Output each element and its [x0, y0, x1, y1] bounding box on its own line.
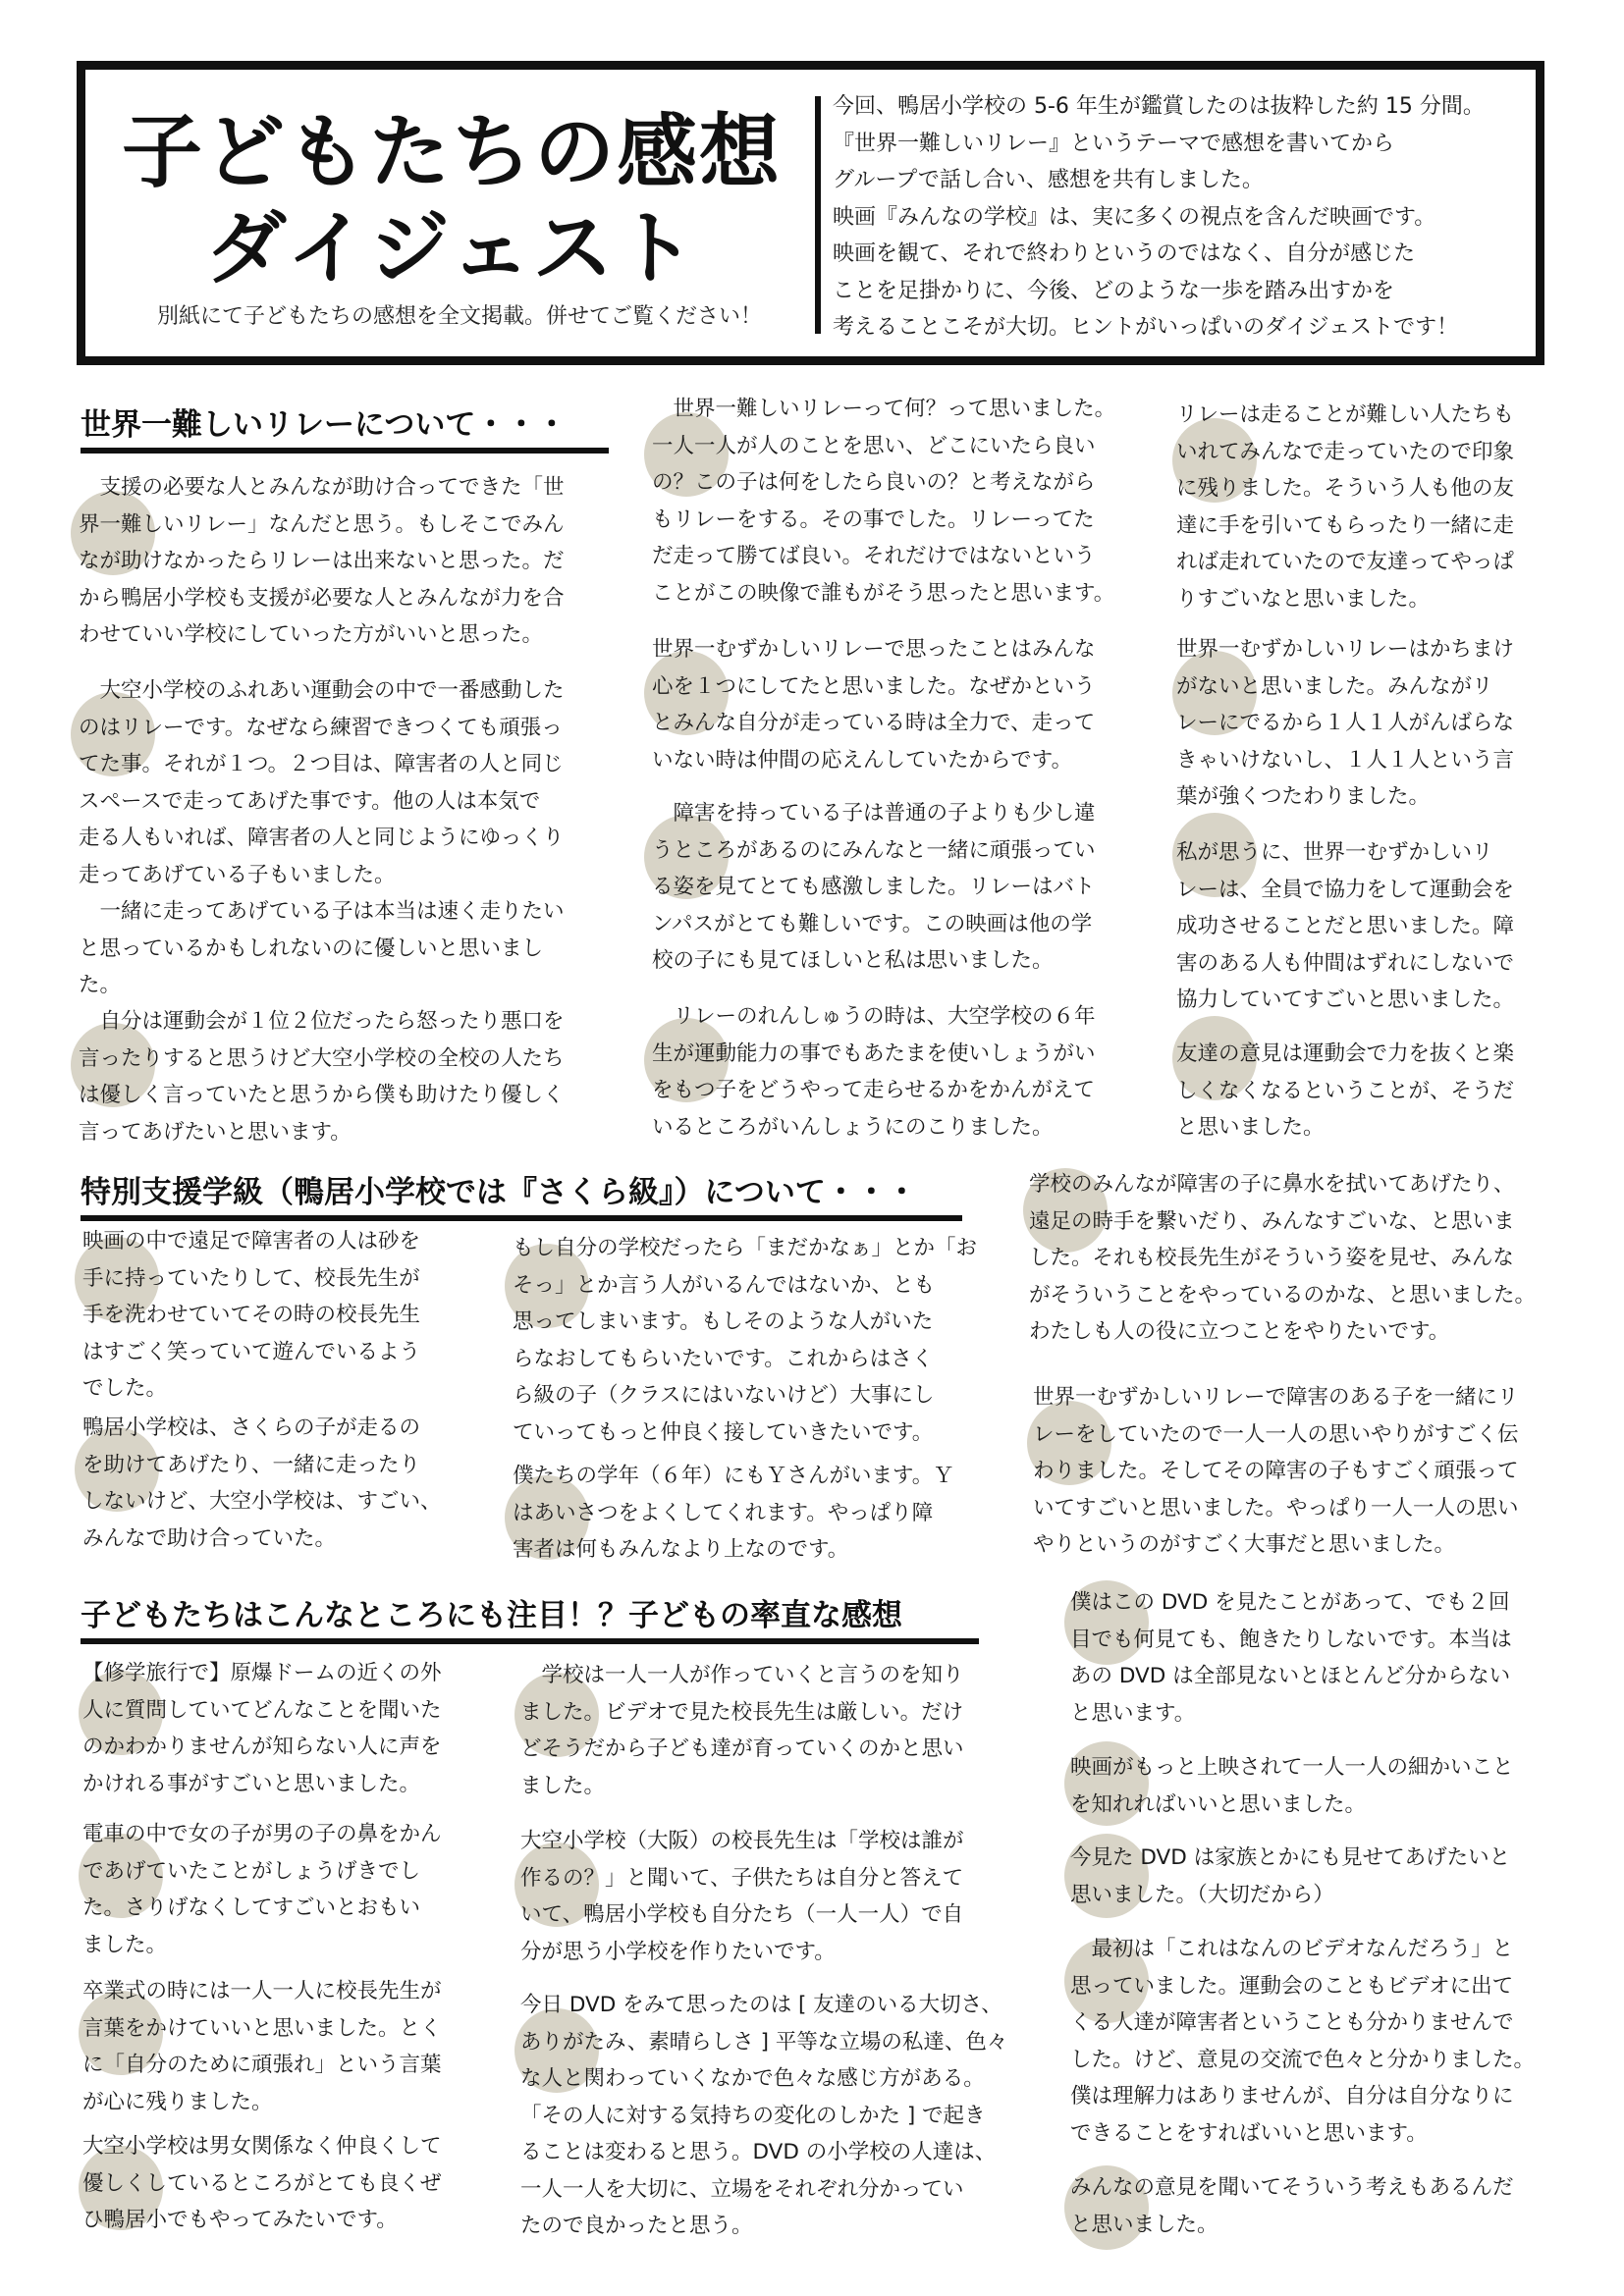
section-heading-sakura: 特別支援学級（鴨居小学校では『さくら級』）について・・・ — [81, 1170, 962, 1221]
comment-text: 支援の必要な人とみんなが助け合ってできた「世 界一難しいリレー」なんだと思う。もしそこでみん なが助けなかったらリレーは出来ないと思った。だ から鴨居小学校も支援が必要な人とみんなが力を合 わせていい学校にしていった方がいいと思った。 — [79, 475, 565, 647]
comment-text: 映画がもっと上映されて一人一人の細かいこと を知れればいいと思いました。 — [1070, 1755, 1514, 1817]
comment-text: みんなの意見を聞いてそういう考えもあるんだ と思いました。 — [1070, 2175, 1514, 2237]
comment-block — [652, 631, 1177, 778]
comment-text: 大空小学校は男女関係なく仲良くして 優しくしているところがとても良くぜ ひ鴨居小でもやってみたいです。 — [82, 2134, 442, 2232]
intro-line: グループで話し合い、感想を共有しました。 — [833, 168, 1264, 192]
page-title-line2: ダイジェスト — [205, 202, 698, 295]
comment-block — [652, 391, 1177, 612]
comment-block — [1070, 2169, 1576, 2243]
comment-block — [1176, 1036, 1569, 1147]
comment-block — [1070, 1931, 1576, 2152]
comment-block — [79, 672, 628, 1004]
comment-block — [520, 1823, 1041, 1970]
comment-text: 【修学旅行で】原爆ドームの近くの外 人に質問していてどんなことを聞いた のかわかりませんが知らない人に声を かけれる事がすごいと思いました。 — [82, 1661, 442, 1796]
comment-text: 鴨居小学校は、さくらの子が走るの を助けてあげたり、一緒に走ったり しないけど、大空小学校は、すごい、 みんなで助け合っていた。 — [82, 1415, 442, 1551]
comment-block — [79, 1003, 628, 1150]
comment-text: 僕はこの DVD を見たことがあって、でも２回 目でも何見ても、飽きたりしないです。本当は あの DVD は全部見ないとほとんど分からない と思います。 — [1070, 1590, 1512, 1726]
comment-block — [79, 469, 628, 654]
comment-text: 世界一難しいリレーって何？って思いました。 一人一人が人のことを思い、どこにいたら良い の？この子は何をしたら良いの？と考えながら もリレーをする。その事でした。リレーってた だ走って勝てば良い。それだけではないという ことがこの映像で誰もがそう思ったと思います。 — [652, 397, 1116, 606]
comment-block — [82, 1973, 514, 2120]
comment-block — [513, 1230, 1023, 1451]
comment-text: 大空小学校のふれあい運動会の中で一番感動した のはリレーです。なぜなら練習できつくても頑張っ てた事。それが１つ。２つ目は、障害者の人と同じ スペースで走ってあげた事です。他の人は本気で 走る人もいれば、障害者の人と同じようにゆっくり 走ってあげている子もいました。 一緒に走ってあげている子は本当は速く走りたい と思っているかもしれないのに優しいと思いまし た。 — [79, 678, 565, 997]
page-title-line1: 子どもたちの感想 — [121, 106, 782, 199]
page-subtitle: 別紙にて子どもたちの感想を全文掲載。併せてご覧ください！ — [156, 304, 762, 329]
comment-text: 僕たちの学年（６年）にもＹさんがいます。Ｙ はあいさつをよくしてくれます。やっぱり障 害者は何もみんなより上なのです。 — [513, 1464, 954, 1562]
comment-text: 学校は一人一人が作っていくと言うのを知り ました。ビデオで見た校長先生は厳しい。だけ どそうだから子ども達が育っていくのかと思い ました。 — [520, 1663, 964, 1798]
comment-text: 友達の意見は運動会で力を抜くと楽 しくなくなるということが、そうだ と思いました。 — [1176, 1041, 1515, 1140]
comment-block — [82, 1410, 495, 1557]
intro-text — [833, 88, 1540, 347]
comment-text: 卒業式の時には一人一人に校長先生が 言葉をかけていいと思いました。とく に「自分のために頑張れ」という言葉 が心に残りました。 — [82, 1979, 442, 2114]
comment-block — [1070, 1749, 1576, 1823]
comment-block — [513, 1458, 1023, 1569]
comment-text: リレーのれんしゅうの時は、大空学校の６年 生が運動能力の事でもあたまを使いしょうがい をもつ子をどうやって走らせるかをかんがえて いるところがいんしょうにのこりました。 — [652, 1004, 1096, 1140]
comment-text: 今見た DVD は家族とかにも見せてあげたいと 思いました。（大切だから） — [1070, 1845, 1511, 1907]
comment-text: 大空小学校（大阪）の校長先生は「学校は誰が 作るの？」と聞いて、子供たちは自分と答えて いて、鴨居小学校も自分たち（一人一人）で自 分が思う小学校を作りたいです。 — [520, 1829, 964, 1964]
comment-text: 世界一むずかしいリレーで障害のある子を一緒にリ レーをしていたので一人一人の思いやりがすごく伝 わりました。そしてその障害の子もすごく頑張って いてすごいと思いました。やっぱり一人一人の思い やりというのがすごく大事だと思いました。 — [1033, 1385, 1519, 1557]
comment-text: 最初は「これはなんのビデオなんだろう」と 思っていました。運動会のこともビデオに出て くる人達が障害者ということも分かりませんで した。けど、意見の交流で色々と分かりました。 僕は理解力はありませんが、自分は自分なりに できることをすればいいと思います。 — [1070, 1937, 1536, 2146]
section-heading-notice: 子どもたちはこんなところにも注目！？子どもの率直な感想 — [81, 1593, 979, 1644]
comment-block — [520, 1987, 1041, 2245]
comment-block — [1176, 631, 1569, 816]
comment-text: 今日 DVD をみて思ったのは [ 友達のいる大切さ、 ありがたみ、素晴らしさ ] 平等な立場の私達、色々 な人と関わっていくなかで色々な感じ方がある。 「その人に対する気持ちの変化のしかた ] で起き ることは変わると思う。DVD の小学校の人達は、 一人一人を大切に、立場をそれぞれ分かってい たので良かったと思う。 — [520, 1993, 1008, 2238]
comment-block — [82, 2128, 514, 2239]
comment-block — [1176, 397, 1569, 617]
comment-block — [82, 1223, 495, 1408]
comment-text: 学校のみんなが障害の子に鼻水を拭いてあげたり、 遠足の時手を繋いだり、みんなすごいな、と思いま した。それも校長先生がそういう姿を見せ、みんな がそういうことをやっているのかな、と思いました。 わたしも人の役に立つことをやりたいです。 — [1029, 1172, 1537, 1344]
comment-text: 映画の中で遠足で障害者の人は砂を 手に持っていたりして、校長先生が 手を洗わせていてその時の校長先生 はすごく笑っていて遊んでいるよう でした。 — [82, 1229, 421, 1401]
comment-text: もし自分の学校だったら「まだかなぁ」とか「お そっ」とか言う人がいるんではないか、とも 思ってしまいます。もしそのような人がいた らなおしてもらいたいです。これからはさく ら級の子（クラスにはいないけど）大事にし ていってもっと仲良く接していきたいです。 — [513, 1236, 978, 1445]
comment-text: 障害を持っている子は普通の子よりも少し違 うところがあるのにみんなと一緒に頑張ってい る姿を見てとても感激しました。リレーはバト ンパスがとても難しいです。この映画は他の学 校の子にも見てほしいと私は思いました。 — [652, 801, 1096, 973]
comment-block — [82, 1655, 514, 1802]
comment-block — [1070, 1840, 1576, 1913]
comment-text: 自分は運動会が１位２位だったら怒ったり悪口を 言ったりすると思うけど大空小学校の全校の人たち は優しく言っていたと思うから僕も助けたり優しく 言ってあげたいと思います。 — [79, 1009, 565, 1145]
section-heading-relay: 世界一難しいリレーについて・・・ — [81, 402, 609, 454]
comment-text: 電車の中で女の子が男の子の鼻をかん であげていたことがしょうげきでし た。さりげなくしてすごいとおもい ました。 — [82, 1822, 442, 1957]
intro-line: ことを足掛かりに、今後、どのような一歩を踏み出すかを — [833, 278, 1395, 303]
intro-line: 考えることこそが大切。ヒントがいっぱいのダイジェストです！ — [833, 315, 1459, 340]
comment-block — [1033, 1379, 1583, 1564]
comment-text: 世界一むずかしいリレーはかちまけ がないと思いました。みんながリ レーにでるから１人１人がんばらな きゃいけないし、１人１人という言 葉が強くつたわりました。 — [1176, 637, 1515, 809]
header-divider — [815, 96, 821, 334]
comment-block — [1176, 834, 1569, 1019]
comment-text: リレーは走ることが難しい人たちも いれてみんなで走っていたので印象 に残りました。そういう人も他の友 達に手を引いてもらったり一緒に走 れば走れていたので友達ってやっぱ りすごいなと思いました。 — [1176, 402, 1515, 612]
comment-block — [652, 795, 1177, 980]
intro-line: 今回、鴨居小学校の 5-6 年生が鑑賞したのは抜粋した約 15 分間。 — [833, 94, 1485, 119]
comment-block — [520, 1657, 1041, 1804]
comment-block — [82, 1816, 514, 1963]
comment-block — [1070, 1584, 1576, 1732]
comment-block — [652, 998, 1177, 1146]
comment-text: 私が思うに、世界一むずかしいリ レーは、全員で協力をして運動会を 成功させることだと思いました。障 害のある人も仲間はずれにしないで 協力していてすごいと思いました。 — [1176, 840, 1515, 1012]
intro-line: 『世界一難しいリレー』というテーマで感想を書いてから — [833, 131, 1395, 156]
comment-block — [1029, 1166, 1579, 1351]
comment-text: 世界一むずかしいリレーで思ったことはみんな 心を１つにしてたと思いました。なぜかという とみんな自分が走っている時は全力で、走って いない時は仲間の応えんしていたからです。 — [652, 637, 1096, 773]
intro-line: 映画を観て、それで終わりというのではなく、自分が感じた — [833, 241, 1416, 266]
intro-line: 映画『みんなの学校』は、実に多くの視点を含んだ映画です。 — [833, 204, 1436, 230]
